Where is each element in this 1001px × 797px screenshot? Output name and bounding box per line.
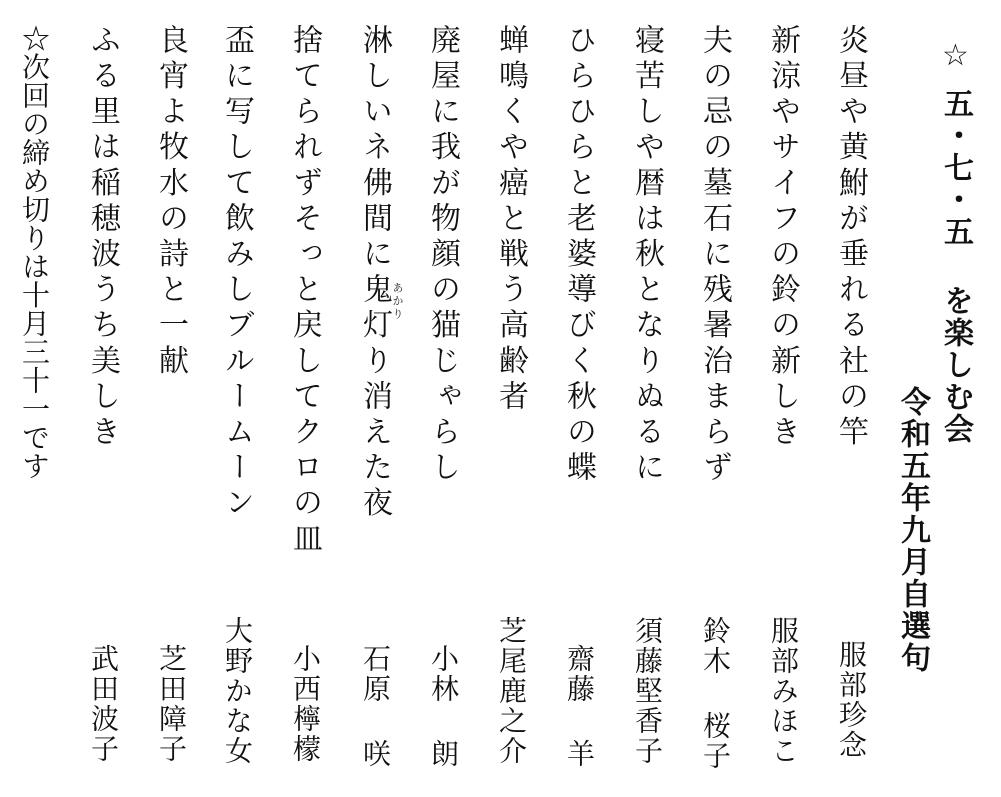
author-6: 芝尾鹿之介: [495, 616, 528, 766]
page-subtitle: 令和五年九月自選句: [895, 386, 930, 674]
author-5: 齋藤 羊: [563, 644, 596, 769]
author-10: 大野かな女: [221, 616, 254, 766]
haiku-9: 捨てられずそっと戻してクロの皿: [287, 24, 322, 558]
haiku-10: 盃に写して飲みしブルームーン: [219, 24, 254, 523]
furigana-akari: あかり: [391, 282, 404, 321]
author-11: 芝田障子: [155, 644, 188, 764]
author-12: 武田波子: [87, 644, 120, 764]
author-9: 小西檸檬: [289, 644, 322, 764]
haiku-5: ひらひらと老婆導びく秋の蝶: [561, 24, 596, 487]
next-deadline-note: ☆次回の締め切りは十月三十一です: [18, 24, 51, 480]
haiku-11: 良宵よ牧水の詩と一献: [153, 24, 188, 380]
page-title: [938, 38, 973, 75]
haiku-12: ふる里は稲穂波うち美しき: [85, 24, 120, 452]
author-4: 須藤堅香子: [631, 616, 664, 766]
haiku-3: 夫の忌の墓石に残暑治まらず: [697, 24, 732, 487]
author-3: 鈴木 桜子: [699, 616, 732, 771]
star-icon: ☆: [938, 38, 973, 75]
haiku-7: 廃屋に我が物顔の猫じゃらし: [425, 24, 460, 487]
haiku-1: 炎昼や黄鮒が垂れる社の竿: [833, 24, 868, 452]
haiku-6: 蝉鳴くや癌と戦う高齢者: [493, 24, 528, 416]
haiku-2: 新涼やサイフの鈴の新しき: [765, 24, 800, 452]
author-2: 服部みほこ: [767, 616, 800, 766]
author-7: 小林 朗: [427, 644, 460, 769]
club-name: 五・七・五 を楽しむ会: [938, 88, 973, 445]
haiku-8: 淋しいネ佛間に鬼灯り消えた夜: [357, 24, 392, 523]
author-1: 服部珍念: [835, 640, 868, 760]
author-8: 石原 咲: [359, 644, 392, 769]
haiku-4: 寝苦しや暦は秋となりぬるに: [629, 24, 664, 487]
